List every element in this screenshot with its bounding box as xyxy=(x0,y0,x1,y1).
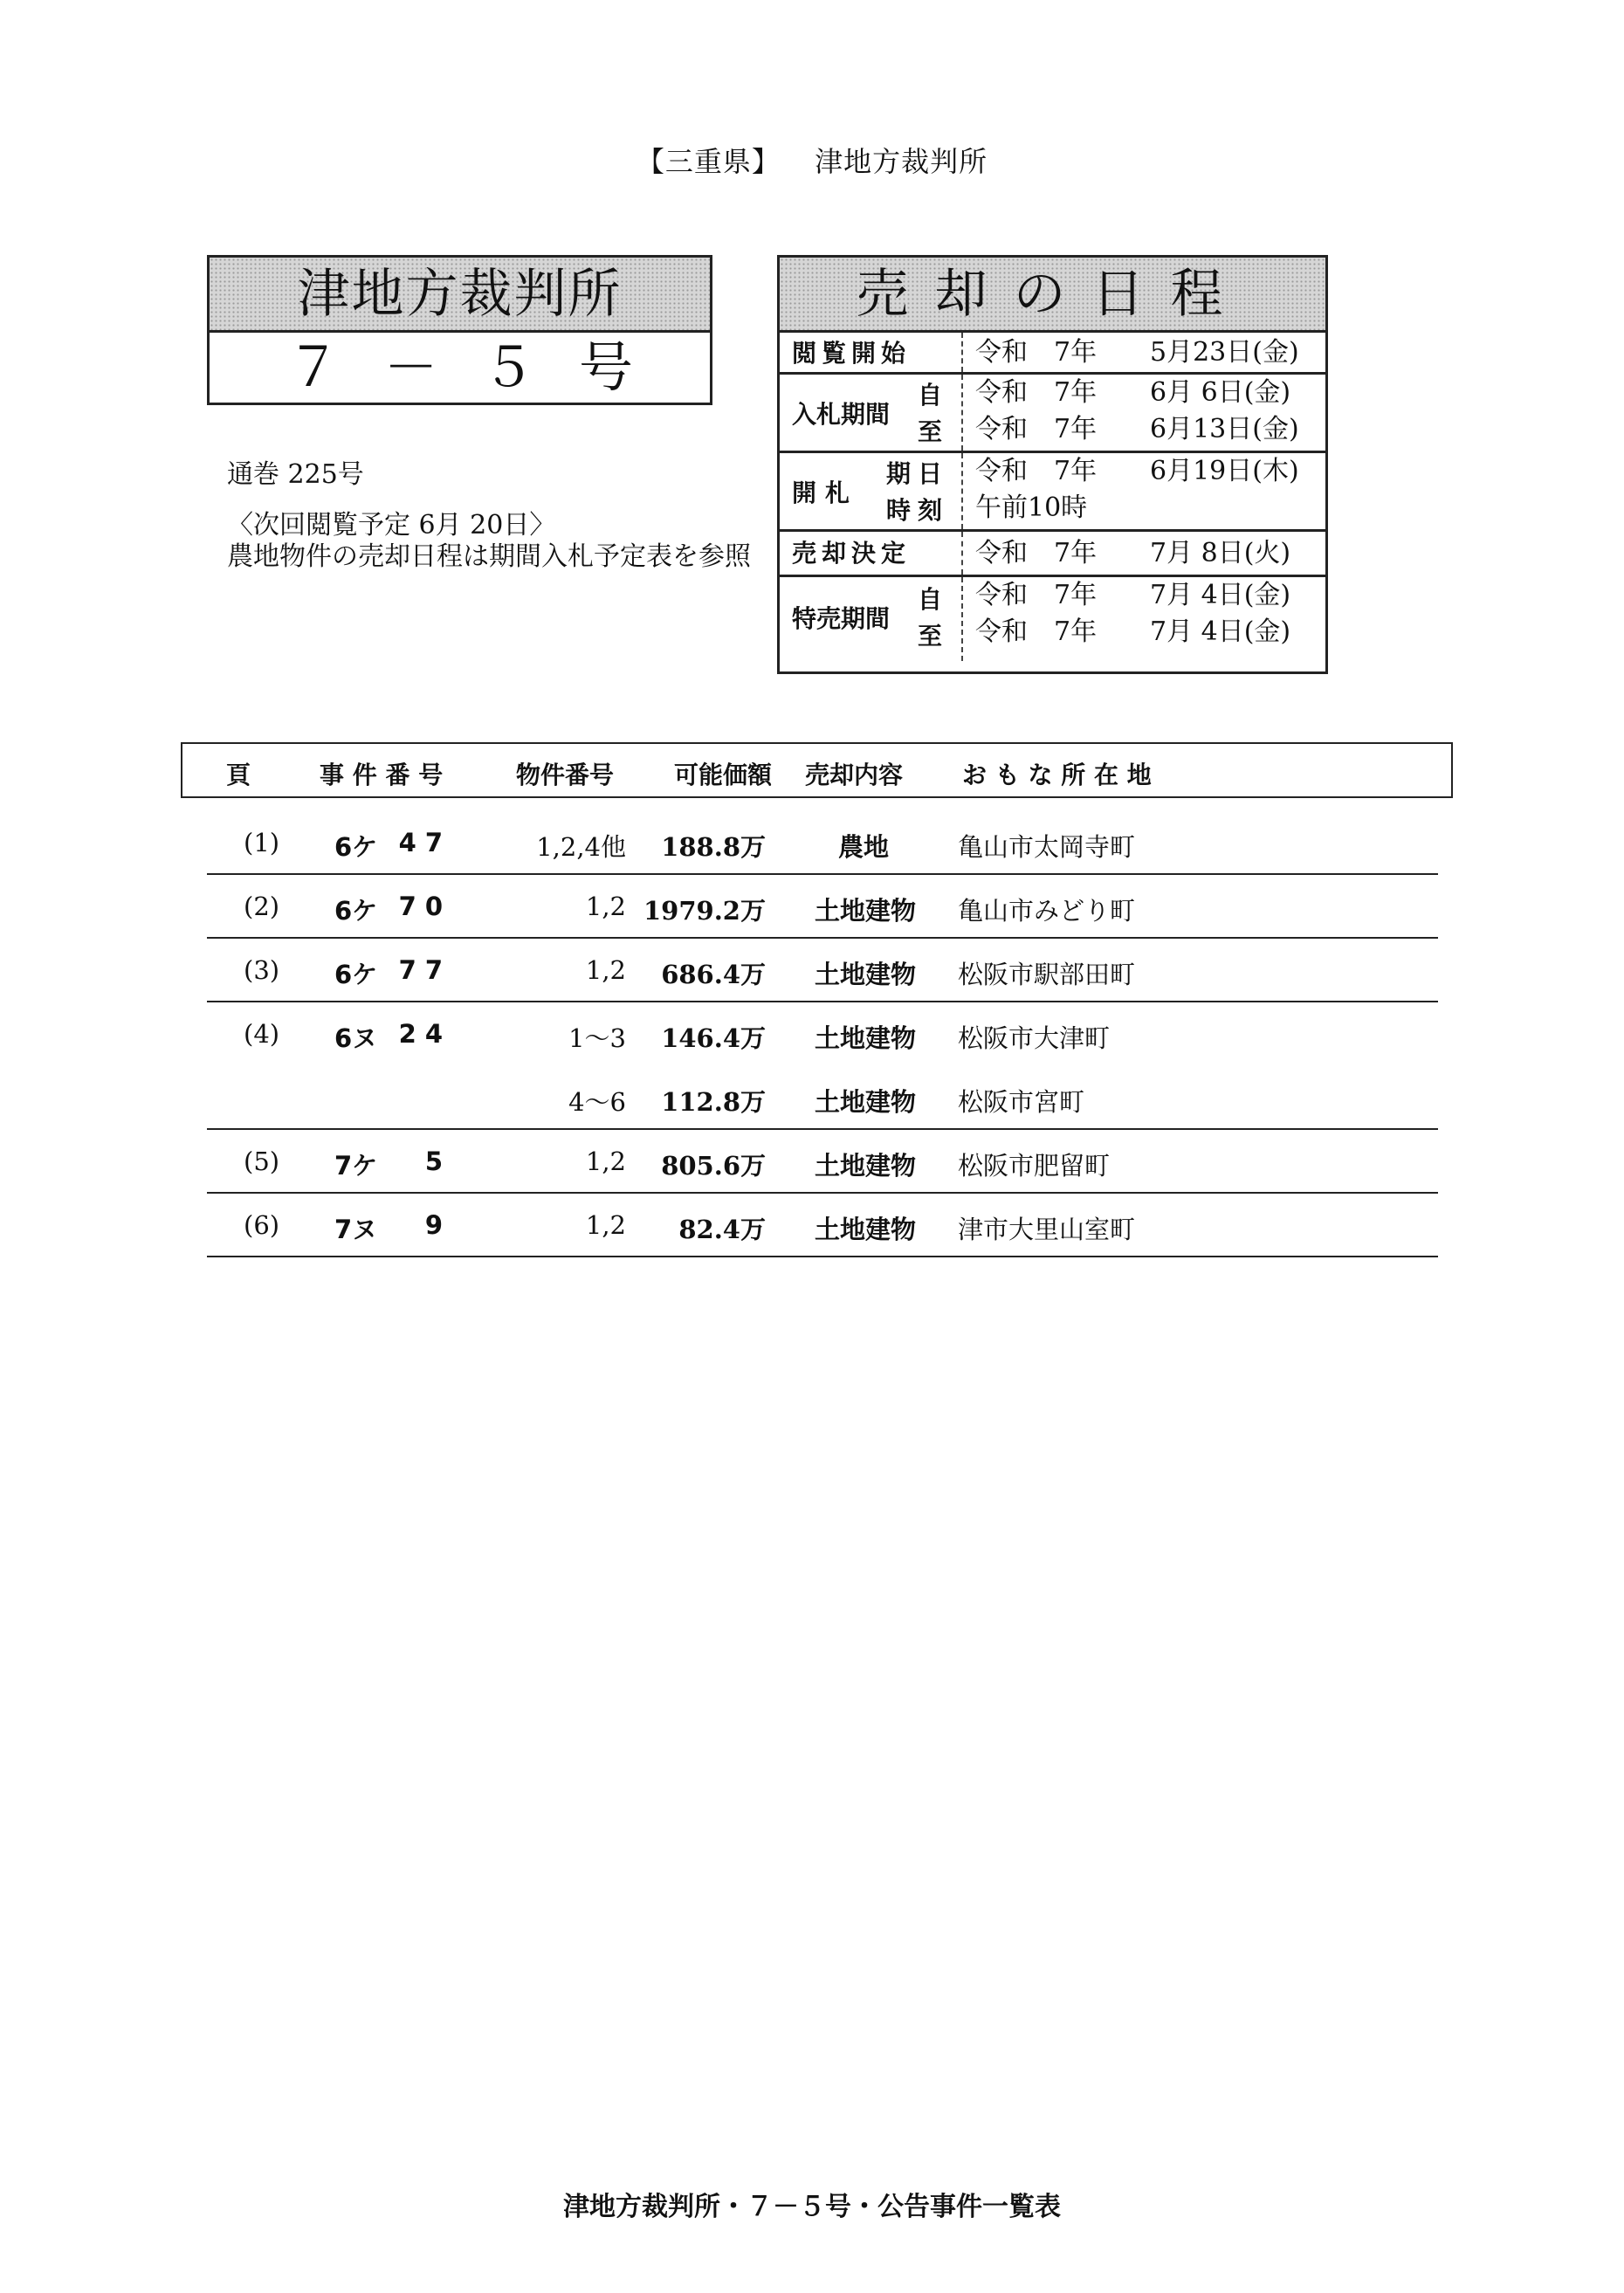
viewing-date: 令和 7年 5月23日(金) xyxy=(975,337,1299,368)
special-to-label: 至 xyxy=(917,622,942,651)
opening-label: 開札 xyxy=(792,479,859,507)
bidding-label: 入札期間 xyxy=(792,400,891,429)
schedule-row-bidding xyxy=(780,375,1325,453)
opening-time: 午前10時 xyxy=(975,492,1088,523)
case-table-header xyxy=(181,742,1453,798)
opening-date-label: 期日 xyxy=(885,459,949,488)
decision-date: 令和 7年 7月 8日(火) xyxy=(975,538,1291,568)
table-row: (3) 6ケ 77 1,2 686.4万 土地建物 松阪市駅部田町 xyxy=(207,938,1438,1002)
table-row: (4) 6ヌ 24 1～3 146.4万 土地建物 松阪市大津町 xyxy=(244,1019,1111,1053)
header-price: 可能価額 xyxy=(674,761,773,789)
viewing-label: 閲覧開始 xyxy=(792,339,912,368)
court-name: 津地方裁判所 xyxy=(210,258,710,333)
special-from-label: 自 xyxy=(917,585,942,614)
schedule-row-special xyxy=(780,577,1325,661)
bidding-from-date: 令和 7年 6月 6日(金) xyxy=(975,377,1291,408)
court-number: ７ － ５ 号 xyxy=(286,335,634,399)
header-item-number: 物件番号 xyxy=(516,761,615,789)
court-label: 津地方裁判所 xyxy=(815,145,988,178)
prefecture-label: 【三重県】 xyxy=(636,145,781,178)
header-page: 頁 xyxy=(226,761,251,789)
opening-date: 令和 7年 6月19日(木) xyxy=(975,456,1299,486)
bidding-to-date: 令和 7年 6月13日(金) xyxy=(975,414,1299,444)
decision-label: 売却決定 xyxy=(792,539,912,568)
page-footer: 津地方裁判所・７－５号・公告事件一覧表 xyxy=(563,2192,1061,2222)
schedule-row-viewing xyxy=(780,333,1325,375)
header-sale-type: 売却内容 xyxy=(805,761,904,789)
header-location: お も な 所 在 地 xyxy=(962,761,1152,789)
table-row: (6) 7ヌ 9 1,2 82.4万 土地建物 津市大里山室町 xyxy=(207,1193,1438,1257)
farmland-note: 農地物件の売却日程は期間入札予定表を参照 xyxy=(227,541,751,572)
table-row: (2) 6ケ 70 1,2 1979.2万 土地建物 亀山市みどり町 xyxy=(207,874,1438,939)
schedule-row-decision xyxy=(780,532,1325,577)
court-box xyxy=(207,255,712,405)
bidding-from-label: 自 xyxy=(917,381,942,410)
sale-schedule-box xyxy=(777,255,1328,674)
table-row: 4～6 112.8万 土地建物 松阪市宮町 xyxy=(207,1065,1438,1130)
table-row: (1) 6ケ 47 1,2,4他 188.8万 農地 亀山市太岡寺町 xyxy=(207,810,1438,875)
table-row: (5) 7ケ 5 1,2 805.6万 土地建物 松阪市肥留町 xyxy=(207,1129,1438,1194)
schedule-title: 売却の日程 xyxy=(780,258,1325,333)
opening-time-label: 時刻 xyxy=(885,496,949,525)
bidding-to-label: 至 xyxy=(917,417,942,446)
schedule-row-opening xyxy=(780,453,1325,532)
next-viewing-note: 〈次回閲覧予定 6月 20日〉 xyxy=(227,510,556,541)
special-label: 特売期間 xyxy=(792,604,891,633)
special-to-date: 令和 7年 7月 4日(金) xyxy=(975,616,1291,647)
special-from-date: 令和 7年 7月 4日(金) xyxy=(975,580,1291,610)
page-header xyxy=(0,140,1624,180)
header-case-number: 事 件 番 号 xyxy=(320,761,444,789)
issue-number: 通巻 225号 xyxy=(227,459,364,490)
